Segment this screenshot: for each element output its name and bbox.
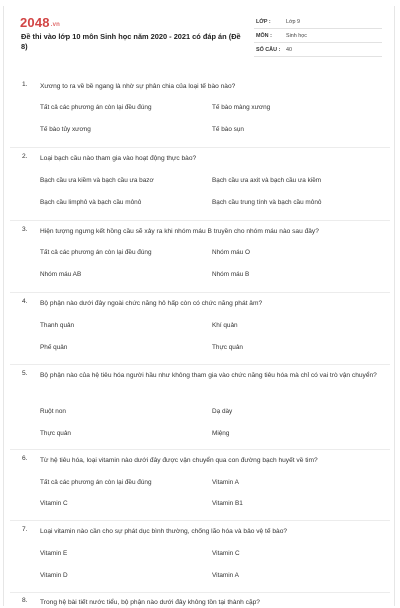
meta-class-row xyxy=(254,15,382,29)
answer-option[interactable]: Vitamin D xyxy=(40,572,68,579)
question-number: 6. xyxy=(22,455,28,462)
meta-class-value: Lớp 9 xyxy=(286,19,301,25)
question-divider xyxy=(10,364,390,365)
meta-count-label: SỐ CÂU : xyxy=(256,47,281,53)
answer-option[interactable]: Tế bào sụn xyxy=(212,126,244,133)
answer-option[interactable]: Vitamin E xyxy=(40,550,68,557)
meta-subject-label: MÔN : xyxy=(256,33,272,39)
question-text: Loại vitamin nào cần cho sự phát dục bình thường, chống lão hóa và bảo vệ tế bào? xyxy=(40,528,288,535)
question-number: 5. xyxy=(22,370,28,377)
question-text: Hiện tượng ngưng kết hồng cầu sẽ xảy ra khi nhóm máu B truyền cho nhóm máu nào sau đây? xyxy=(40,228,319,235)
question-divider xyxy=(10,520,390,521)
question-number: 1. xyxy=(22,81,28,88)
question-number: 3. xyxy=(22,226,28,233)
answer-option[interactable]: Phế quản xyxy=(40,344,68,351)
answer-option[interactable]: Nhóm máu B xyxy=(212,271,250,278)
answer-option[interactable]: Dạ dày xyxy=(212,408,233,415)
question-number: 8. xyxy=(22,597,28,604)
question-divider xyxy=(10,449,390,450)
question-divider xyxy=(10,220,390,221)
answer-option[interactable]: Tế bào tủy xương xyxy=(40,126,91,133)
meta-subject-row xyxy=(254,29,382,43)
logo-tld: .vn xyxy=(50,22,61,28)
question-divider xyxy=(10,592,390,593)
answer-option[interactable]: Thanh quản xyxy=(40,322,75,329)
answer-option[interactable]: Khí quản xyxy=(212,322,238,329)
meta-count-value: 40 xyxy=(286,47,292,53)
meta-class-label: LỚP : xyxy=(256,19,271,25)
answer-option[interactable]: Vitamin C xyxy=(40,500,68,507)
question-text: Xương to ra về bề ngang là nhờ sự phân chia của loại tế bào nào? xyxy=(40,83,236,90)
answer-option[interactable]: Thực quản xyxy=(40,430,71,437)
question-text: Bộ phận nào của hệ tiêu hóa người hầu như không tham gia vào chức năng tiêu hóa mà chỉ có vai trò vận chuyển? xyxy=(40,372,377,379)
question-number: 2. xyxy=(22,153,28,160)
answer-option[interactable]: Vitamin A xyxy=(212,572,239,579)
answer-option[interactable]: Tất cả các phương án còn lại đều đúng xyxy=(40,479,152,486)
document-header xyxy=(4,6,396,62)
answer-option[interactable]: Vitamin C xyxy=(212,550,240,557)
answer-option[interactable]: Bạch cầu trung tính và bạch cầu mônô xyxy=(212,199,322,206)
answer-option[interactable]: Tất cả các phương án còn lại đều đúng xyxy=(40,104,152,111)
answer-option[interactable]: Vitamin A xyxy=(212,479,239,486)
answer-option[interactable]: Tế bào màng xương xyxy=(212,104,271,111)
question-text: Loại bạch cầu nào tham gia vào hoạt động thực bào? xyxy=(40,155,197,162)
site-logo[interactable] xyxy=(20,15,60,30)
answer-option[interactable]: Nhóm máu O xyxy=(212,249,251,256)
page-title: Đề thi vào lớp 10 môn Sinh học năm 2020 - 2021 có đáp án (Đề 8) xyxy=(21,32,241,51)
answer-option[interactable]: Vitamin B1 xyxy=(212,500,243,507)
document-page xyxy=(3,6,395,606)
meta-info-box xyxy=(254,15,382,57)
answer-option[interactable]: Nhóm máu AB xyxy=(40,271,82,278)
answer-option[interactable]: Ruột non xyxy=(40,408,66,415)
answer-option[interactable]: Miệng xyxy=(212,430,230,437)
answer-option[interactable]: Thực quản xyxy=(212,344,243,351)
answer-option[interactable]: Bạch cầu ưa axit và bạch cầu ưa kiềm xyxy=(212,177,322,184)
answer-option[interactable]: Bạch cầu limphô và bạch cầu mônô xyxy=(40,199,142,206)
question-text: Trong hệ bài tiết nước tiểu, bộ phận nào dưới đây không tồn tại thành cặp? xyxy=(40,599,260,606)
question-text: Bộ phận nào dưới đây ngoài chức năng hô hấp còn có chức năng phát âm? xyxy=(40,300,263,307)
meta-subject-value: Sinh học xyxy=(286,33,307,39)
meta-count-row xyxy=(254,43,382,57)
question-divider xyxy=(10,147,390,148)
answer-option[interactable]: Bạch cầu ưa kiềm và bạch cầu ưa bazơ xyxy=(40,177,154,184)
logo-text: 2048 xyxy=(20,15,50,30)
question-divider xyxy=(10,292,390,293)
answer-option[interactable]: Tất cả các phương án còn lại đều đúng xyxy=(40,249,152,256)
question-number: 7. xyxy=(22,526,28,533)
question-text: Từ hệ tiêu hóa, loại vitamin nào dưới đây được vận chuyển qua con đường bạch huyết về tim? xyxy=(40,457,318,464)
question-number: 4. xyxy=(22,298,28,305)
